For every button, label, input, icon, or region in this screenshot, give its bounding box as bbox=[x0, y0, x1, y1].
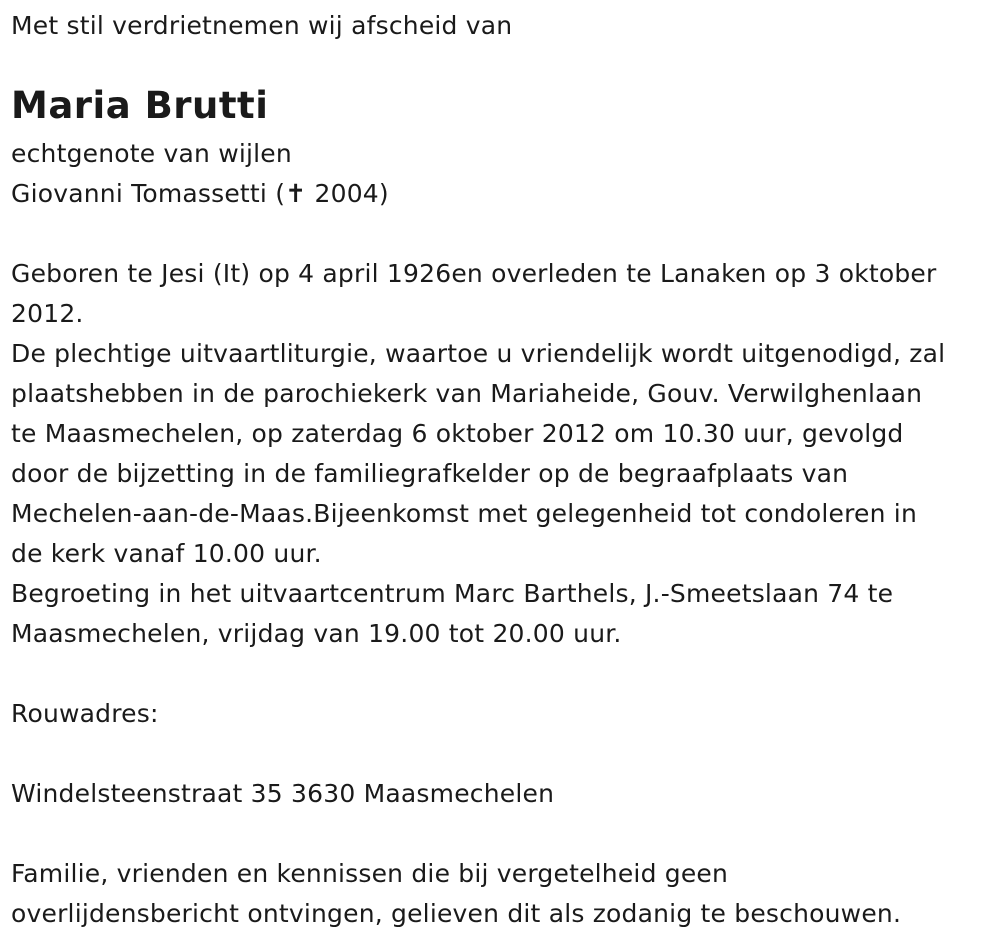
spouse-name: Giovanni Tomassetti ( bbox=[11, 179, 286, 208]
intro-text: Met stil verdrietnemen wij afscheid van bbox=[11, 11, 513, 40]
closing-line: Familie, vrienden en kennissen die bij vergetelheid geen bbox=[11, 859, 729, 888]
spouse-block bbox=[11, 134, 389, 214]
body-line: 2012. bbox=[11, 299, 84, 328]
main-text bbox=[11, 254, 945, 654]
spouse-name-line bbox=[11, 174, 389, 214]
body-line: te Maasmechelen, op zaterdag 6 oktober 2012 om 10.30 uur, gevolgd bbox=[11, 419, 904, 448]
address: Windelsteenstraat 35 3630 Maasmechelen bbox=[11, 779, 555, 808]
address-label: Rouwadres: bbox=[11, 699, 159, 728]
closing-block bbox=[11, 854, 901, 934]
body-line: Maasmechelen, vrijdag van 19.00 tot 20.00 uur. bbox=[11, 619, 622, 648]
address-label-block bbox=[11, 694, 159, 734]
body-line: plaatshebben in de parochiekerk van Mariaheide, Gouv. Verwilghenlaan bbox=[11, 379, 923, 408]
spouse-relation: echtgenote van wijlen bbox=[11, 139, 292, 168]
body-line: Geboren te Jesi (It) op 4 april 1926en overleden te Lanaken op 3 oktober bbox=[11, 259, 937, 288]
body-line: door de bijzetting in de familiegrafkelder op de begraafplaats van bbox=[11, 459, 849, 488]
body-line: De plechtige uitvaartliturgie, waartoe u vriendelijk wordt uitgenodigd, zal bbox=[11, 339, 946, 368]
body-line: Mechelen-aan-de-Maas.Bijeenkomst met gelegenheid tot condoleren in bbox=[11, 499, 917, 528]
closing-line: overlijdensbericht ontvingen, gelieven dit als zodanig te beschouwen. bbox=[11, 899, 902, 928]
cross-icon: ✝ bbox=[285, 179, 307, 208]
address-block bbox=[11, 774, 554, 814]
deceased-name: Maria Brutti bbox=[11, 84, 269, 127]
body-line: Begroeting in het uitvaartcentrum Marc Barthels, J.-Smeetslaan 74 te bbox=[11, 579, 894, 608]
body-line: de kerk vanaf 10.00 uur. bbox=[11, 539, 322, 568]
spouse-death-year: 2004) bbox=[306, 179, 389, 208]
